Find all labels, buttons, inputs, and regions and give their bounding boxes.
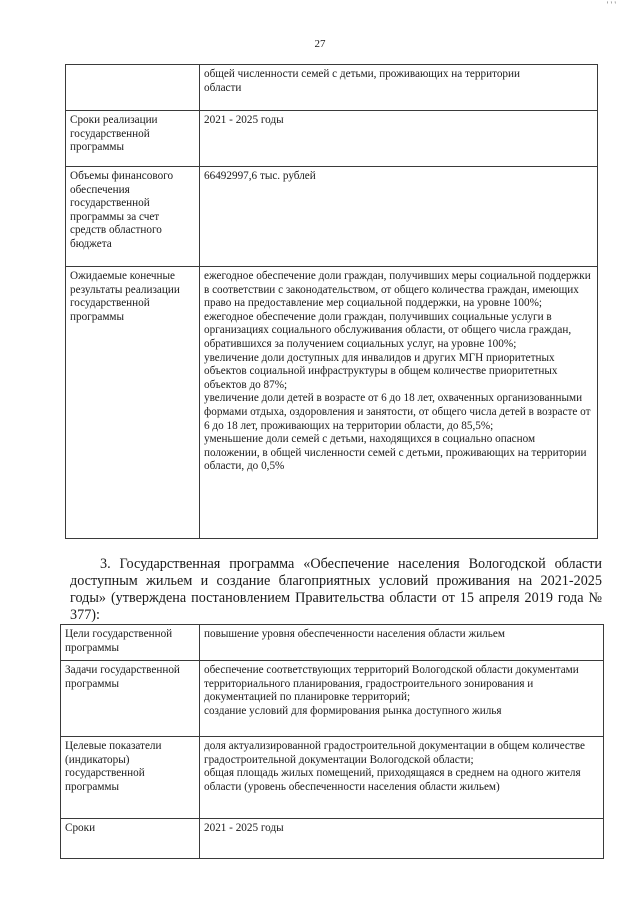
row-label: Объемы финансового обеспечения государственной программы за счет средств областного бюджета xyxy=(66,167,200,267)
value-line: ежегодное обеспечение доли граждан, получивших социальные услуги в организациях социального обслуживания области, от общего числа граждан, обратившихся за получением социальных услуг, на уровне 100%; xyxy=(204,310,572,350)
table-row xyxy=(61,625,604,661)
value-line: общей численности семей с детьми, проживающих на территории xyxy=(204,68,520,80)
value-line: общая площадь жилых помещений, приходящаяся в среднем на одного жителя области (уровень обеспеченности населения области жильем) xyxy=(204,767,581,793)
table-row xyxy=(61,737,604,819)
table-row xyxy=(66,267,598,539)
row-value xyxy=(200,661,604,737)
program-passport-table-1 xyxy=(65,64,598,539)
row-value xyxy=(200,267,598,539)
row-label xyxy=(66,65,200,111)
row-label: Сроки реализации государственной программы xyxy=(66,111,200,167)
value-line: уменьшение доли семей с детьми, находящихся в социально опасном положении, в общей численности семей с детьми, проживающих на территории области, до 0,5% xyxy=(204,433,587,473)
section-paragraph: 3. Государственная программа «Обеспечение населения Вологодской области доступным жильем и создание благоприятных условий проживания на 2021-2025 годы» (утверждена постановлением Правительства области от 15 апреля 2019 года № 377): xyxy=(70,556,602,623)
page-number: 27 xyxy=(314,38,326,50)
row-label: Задачи государственной программы xyxy=(61,661,200,737)
row-value xyxy=(200,111,598,167)
table-row xyxy=(66,111,598,167)
row-label: Цели государственной программы xyxy=(61,625,200,661)
table-row xyxy=(61,819,604,859)
value-line: повышение уровня обеспеченности населения области жильем xyxy=(204,628,505,640)
value-line: 2021 - 2025 годы xyxy=(204,114,284,126)
row-label: Ожидаемые конечные результаты реализации государственной программы xyxy=(66,267,200,539)
table-row xyxy=(66,65,598,111)
value-line: обеспечение соответствующих территорий Вологодской области документами территориального планирования, градостроительного зонирования и документацией по планировке территорий; xyxy=(204,664,579,704)
row-label: Сроки xyxy=(61,819,200,859)
row-value xyxy=(200,737,604,819)
row-value xyxy=(200,167,598,267)
value-line: доля актуализированной градостроительной документации в общем количестве градостроительной документации Вологодской области; xyxy=(204,740,585,766)
row-label: Целевые показатели (индикаторы) государственной программы xyxy=(61,737,200,819)
corner-mark: ' ' ' xyxy=(606,0,616,10)
value-line: области xyxy=(204,81,242,94)
value-line: увеличение доли детей в возрасте от 6 до 18 лет, охваченных организованными формами отдыха, оздоровления и занятости, от общего числа детей в возрасте от 6 до 18 лет, проживающих на территории области, до 85,5%; xyxy=(204,392,591,432)
value-line: создание условий для формирования рынка доступного жилья xyxy=(204,704,502,717)
value-line: 2021 - 2025 годы xyxy=(204,822,284,834)
table-row xyxy=(66,167,598,267)
row-value xyxy=(200,819,604,859)
value-line: увеличение доли доступных для инвалидов и других МГН приоритетных объектов социальной инфраструктуры в общем количестве приоритетных объектов до 87%; xyxy=(204,351,558,391)
row-value xyxy=(200,65,598,111)
table-row xyxy=(61,661,604,737)
value-line: ежегодное обеспечение доли граждан, получивших меры социальной поддержки в соответствии с законодательством, от общего количества граждан, имеющих право на предоставление мер социальной поддержки, на уровне 100%; xyxy=(204,270,591,310)
program-passport-table-2 xyxy=(60,624,604,859)
row-value xyxy=(200,625,604,661)
value-line: 66492997,6 тыс. рублей xyxy=(204,170,316,182)
